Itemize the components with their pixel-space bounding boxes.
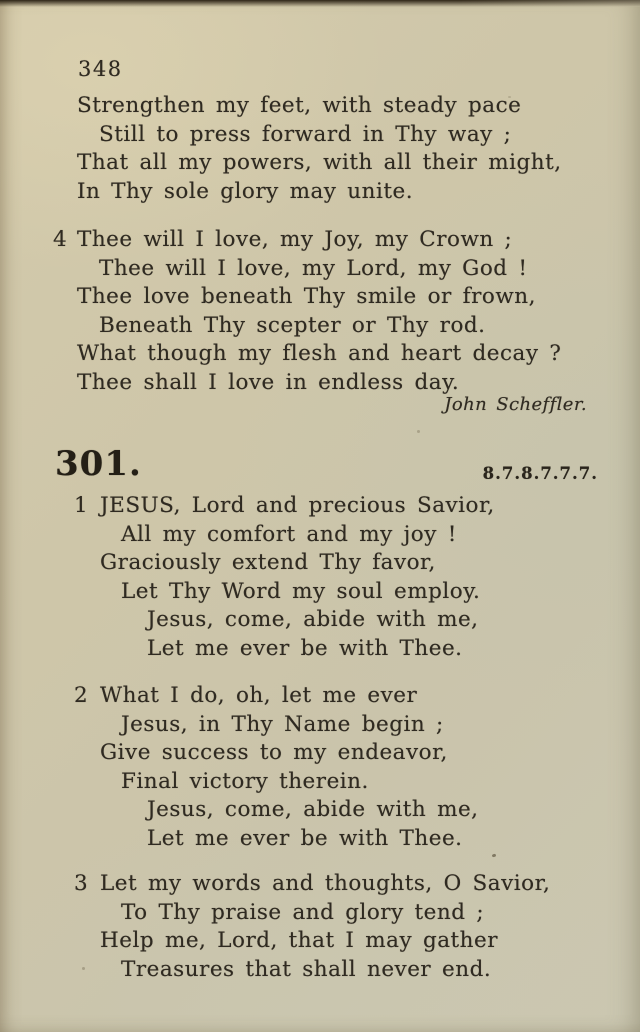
hymn-line: JESUS, Lord and precious Savior, — [100, 493, 495, 518]
hymn-line: Jesus, in Thy Name begin ; — [121, 711, 444, 737]
previous-hymn-verse-4 — [0, 226, 640, 398]
hymn-number: 301. — [55, 444, 142, 484]
hymn-line: Beneath Thy scepter or Thy rod. — [99, 312, 486, 338]
hymn-line: Thee will I love, my Joy, my Crown ; — [77, 227, 513, 252]
hymn-line: Thee will I love, my Lord, my God ! — [99, 255, 528, 281]
hymn-line: Let me ever be with Thee. — [147, 825, 463, 851]
hymn-line: Jesus, come, abide with me, — [147, 607, 479, 633]
hymn-meter: 8.7.8.7.7.7. — [482, 464, 598, 483]
hymn-line: What I do, oh, let me ever — [100, 683, 418, 708]
hymn-line: That all my powers, with all their might, — [77, 150, 562, 176]
hymn-line: Let my words and thoughts, O Savior, — [100, 871, 551, 896]
verse-number: 3 — [74, 871, 88, 896]
hymn-line: Final victory therein. — [121, 768, 369, 794]
ink-speck — [417, 430, 420, 433]
hymn-line: Thee love beneath Thy smile or frown, — [77, 284, 536, 310]
hymn-line: Graciously extend Thy favor, — [100, 550, 436, 576]
verse-number: 4 — [53, 227, 67, 252]
hymn-301-verse-2 — [0, 682, 640, 854]
hymn-line: What though my flesh and heart decay ? — [77, 341, 562, 367]
hymn-line: Give success to my endeavor, — [100, 740, 448, 766]
author-attribution: John Scheffler. — [444, 394, 587, 415]
verse-number: 1 — [74, 493, 88, 518]
ink-speck — [492, 853, 497, 857]
page-top-edge-shadow — [0, 0, 640, 7]
hymn-line: Jesus, come, abide with me, — [147, 797, 479, 823]
hymn-header — [0, 444, 640, 488]
verse-number: 2 — [74, 683, 88, 708]
hymn-line: Help me, Lord, that I may gather — [100, 928, 499, 954]
hymn-line: Let Thy Word my soul employ. — [121, 578, 481, 604]
hymn-line: In Thy sole glory may unite. — [77, 178, 414, 204]
hymn-line: To Thy praise and glory tend ; — [121, 899, 485, 925]
hymn-line: Strengthen my feet, with steady pace — [77, 93, 522, 118]
hymn-301-verse-3 — [0, 870, 640, 984]
previous-hymn-continued-stanza — [0, 92, 640, 206]
hymn-line: All my comfort and my joy ! — [121, 521, 457, 547]
page-number: 348 — [78, 57, 123, 81]
hymn-line: Let me ever be with Thee. — [147, 635, 463, 661]
ink-speck — [508, 96, 511, 98]
hymn-line: Still to press forward in Thy way ; — [99, 121, 512, 147]
ink-speck — [82, 967, 85, 970]
hymn-line: Treasures that shall never end. — [121, 956, 492, 982]
hymn-line: Thee shall I love in endless day. — [77, 369, 460, 395]
hymn-301-verse-1 — [0, 492, 640, 664]
